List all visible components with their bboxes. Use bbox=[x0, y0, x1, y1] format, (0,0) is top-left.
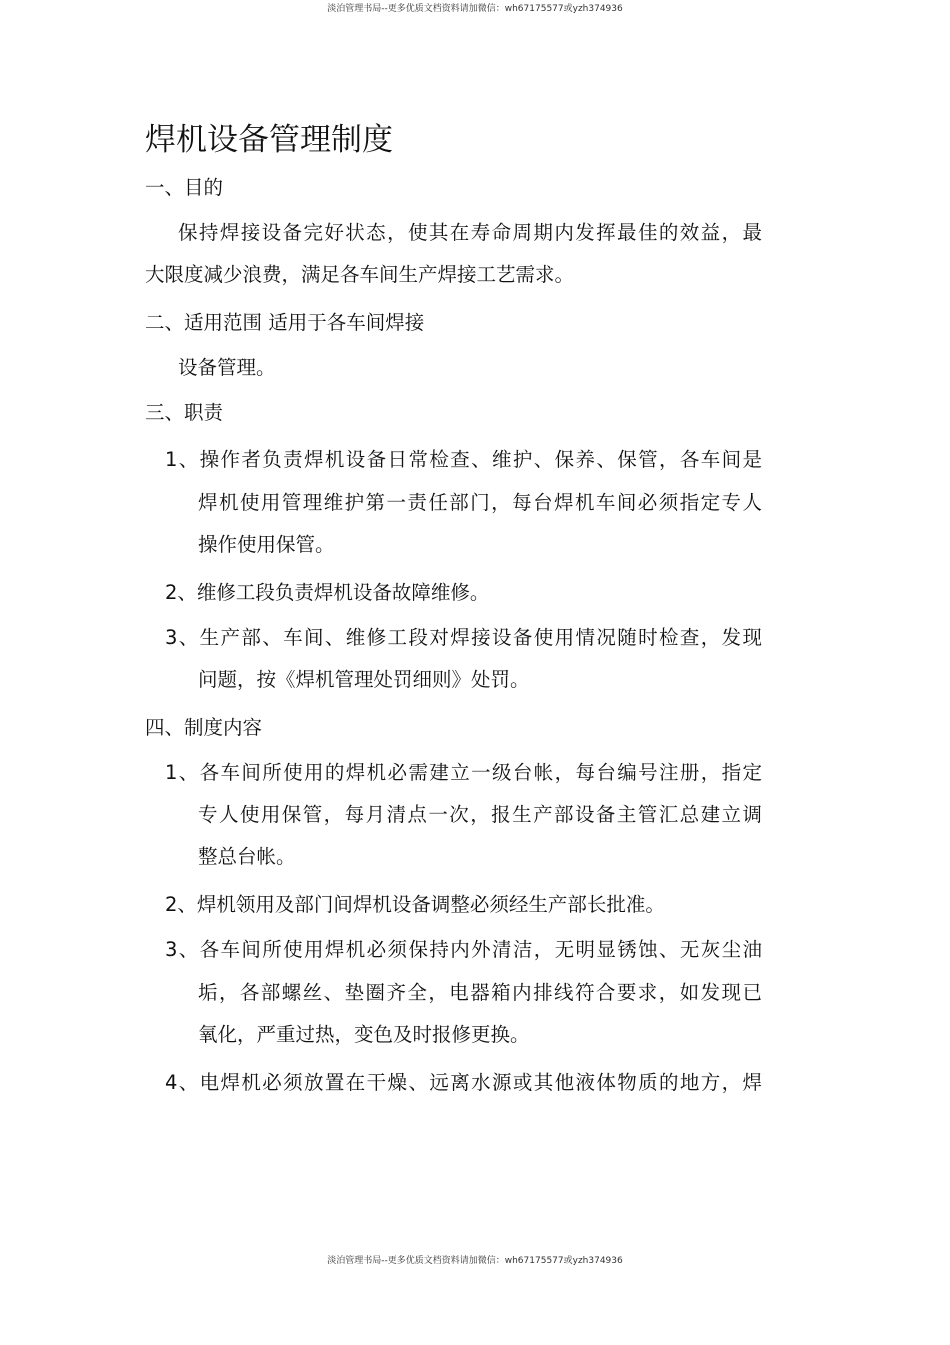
list-item-line: 专人使用保管，每月清点一次，报生产部设备主管汇总建立调 bbox=[198, 803, 762, 826]
list-item-line: 焊机使用管理维护第一责任部门，每台焊机车间必须指定专人 bbox=[198, 491, 762, 514]
list-item-line: 操作使用保管。 bbox=[198, 533, 335, 556]
list-item-line: 氧化，严重过热，变色及时报修更换。 bbox=[198, 1023, 530, 1046]
section-heading: 四、制度内容 bbox=[145, 716, 263, 739]
list-item: 4、电焊机必须放置在干燥、远离水源或其他液体物质的地方，焊 bbox=[165, 1071, 762, 1094]
list-item: 1、各车间所使用的焊机必需建立一级台帐，每台编号注册，指定 bbox=[165, 761, 762, 784]
section-heading: 三、职责 bbox=[145, 401, 224, 424]
list-item: 3、各车间所使用焊机必须保持内外清洁，无明显锈蚀、无灰尘油 bbox=[165, 938, 762, 961]
page-title: 焊机设备管理制度 bbox=[145, 122, 393, 158]
list-item-line: 整总台帐。 bbox=[198, 845, 296, 868]
list-item: 1、操作者负责焊机设备日常检查、维护、保养、保管，各车间是 bbox=[165, 448, 762, 471]
list-item: 3、生产部、车间、维修工段对焊接设备使用情况随时检查，发现 bbox=[165, 626, 762, 649]
watermark-footer: 淡泊管理书局--更多优质文档资料请加微信：wh67175577或yzh374936 bbox=[327, 1256, 623, 1266]
list-item: 2、维修工段负责焊机设备故障维修。 bbox=[165, 581, 490, 604]
list-item: 2、焊机领用及部门间焊机设备调整必须经生产部长批准。 bbox=[165, 893, 665, 916]
section-heading: 二、适用范围 适用于各车间焊接 bbox=[145, 311, 425, 334]
paragraph-line: 保持焊接设备完好状态，使其在寿命周期内发挥最佳的效益，最 bbox=[178, 221, 762, 244]
paragraph-line: 设备管理。 bbox=[178, 356, 276, 379]
section-heading: 一、目的 bbox=[145, 176, 224, 199]
paragraph-line: 大限度减少浪费，满足各车间生产焊接工艺需求。 bbox=[145, 263, 575, 286]
watermark-header: 淡泊管理书局--更多优质文档资料请加微信：wh67175577或yzh374936 bbox=[327, 4, 623, 14]
list-item-line: 垢，各部螺丝、垫圈齐全，电器箱内排线符合要求，如发现已 bbox=[198, 981, 762, 1004]
list-item-line: 问题，按《焊机管理处罚细则》处罚。 bbox=[198, 668, 530, 691]
